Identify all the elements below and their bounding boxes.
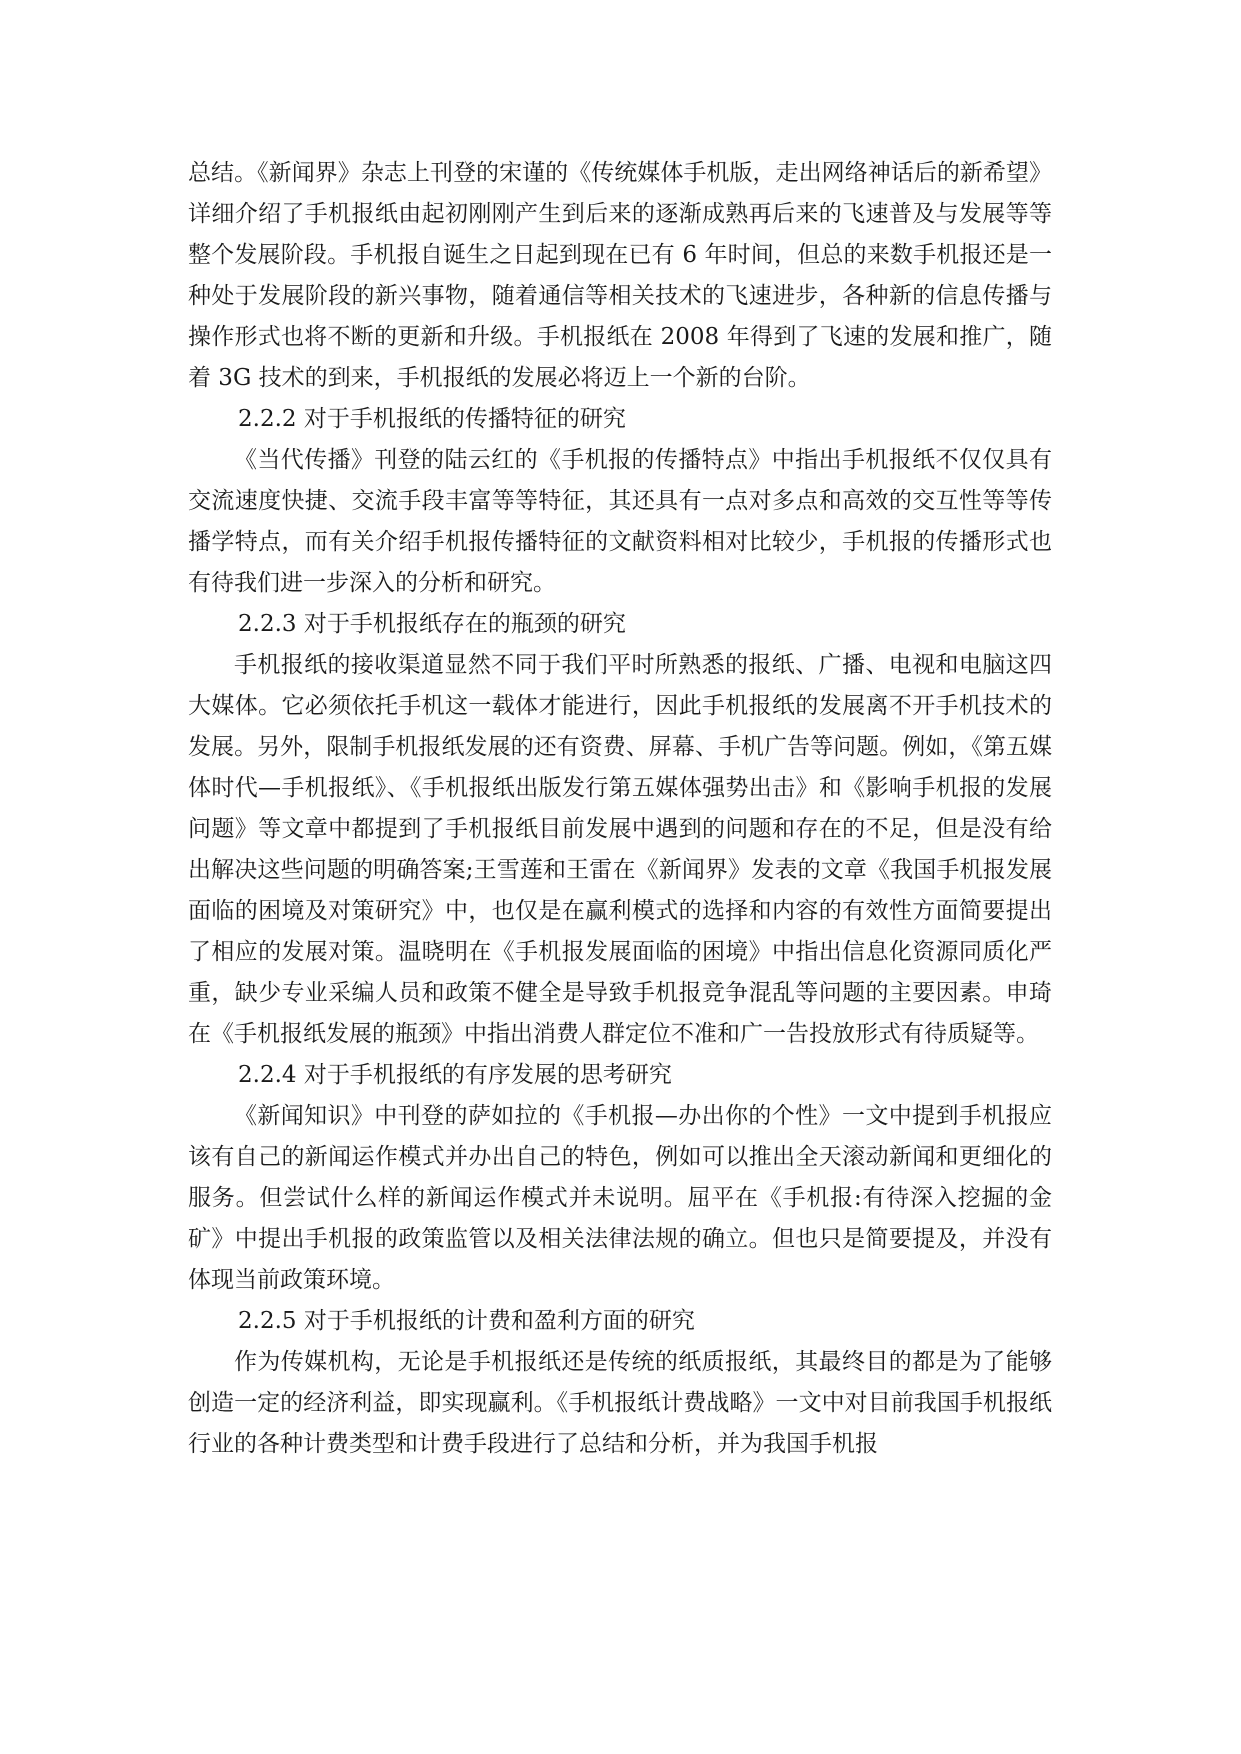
paragraph-billing-profit: 作为传媒机构，无论是手机报纸还是传统的纸质报纸，其最终目的都是为了能够创造一定的经济利益，即实现赢利。《手机报纸计费战略》一文中对目前我国手机报纸行业的各种计费类型和计费手段进行了总结和分析，并为我国手机报 xyxy=(188,1349,1052,1457)
section-heading-2-2-2: 2.2.2 对于手机报纸的传播特征的研究 xyxy=(238,406,626,432)
paragraph-summary: 总结。《新闻界》杂志上刊登的宋谨的《传统媒体手机版，走出网络神话后的新希望》详细介绍了手机报纸由起初刚刚产生到后来的逐渐成熟再后来的飞速普及与发展等等整个发展阶段。手机报自诞生之日起到现在已有 6 年时间，但总的来数手机报还是一种处于发展阶段的新兴事物，随着通信等相关技术的飞速进步，各种新的信息传播与操作形式也将不断的更新和升级。手机报纸在 2008 年得到了飞速的发展和推广，随着 3G 技术的到来，手机报纸的发展必将迈上一个新的台阶。 xyxy=(188,160,1052,391)
section-heading-2-2-4: 2.2.4 对于手机报纸的有序发展的思考研究 xyxy=(238,1062,672,1088)
document-body xyxy=(188,153,1052,1465)
section-heading-2-2-5: 2.2.5 对于手机报纸的计费和盈利方面的研究 xyxy=(238,1308,695,1334)
paragraph-orderly-development: 《新闻知识》中刊登的萨如拉的《手机报—办出你的个性》一文中提到手机报应该有自己的新闻运作模式并办出自己的特色，例如可以推出全天滚动新闻和更细化的服务。但尝试什么样的新闻运作模式并未说明。屈平在《手机报:有待深入挖掘的金矿》中提出手机报的政策监管以及相关法律法规的确立。但也只是简要提及，并没有体现当前政策环境。 xyxy=(188,1103,1052,1293)
paragraph-communication-features: 《当代传播》刊登的陆云红的《手机报的传播特点》中指出手机报纸不仅仅具有交流速度快捷、交流手段丰富等等特征，其还具有一点对多点和高效的交互性等等传播学特点，而有关介绍手机报传播特征的文献资料相对比较少，手机报的传播形式也有待我们进一步深入的分析和研究。 xyxy=(188,447,1052,596)
section-heading-2-2-3: 2.2.3 对于手机报纸存在的瓶颈的研究 xyxy=(238,611,626,637)
paragraph-bottlenecks: 手机报纸的接收渠道显然不同于我们平时所熟悉的报纸、广播、电视和电脑这四大媒体。它必须依托手机这一载体才能进行，因此手机报纸的发展离不开手机技术的发展。另外，限制手机报纸发展的还有资费、屏幕、手机广告等问题。例如，《第五媒体时代—手机报纸》、《手机报纸出版发行第五媒体强势出击》和《影响手机报的发展问题》等文章中都提到了手机报纸目前发展中遇到的问题和存在的不足，但是没有给出解决这些问题的明确答案;王雪莲和王雷在《新闻界》发表的文章《我国手机报发展面临的困境及对策研究》中，也仅是在赢利模式的选择和内容的有效性方面简要提出了相应的发展对策。温晓明在《手机报发展面临的困境》中指出信息化资源同质化严重，缺少专业采编人员和政策不健全是导致手机报竞争混乱等问题的主要因素。申琦在《手机报纸发展的瓶颈》中指出消费人群定位不准和广一告投放形式有待质疑等。 xyxy=(188,652,1052,1047)
